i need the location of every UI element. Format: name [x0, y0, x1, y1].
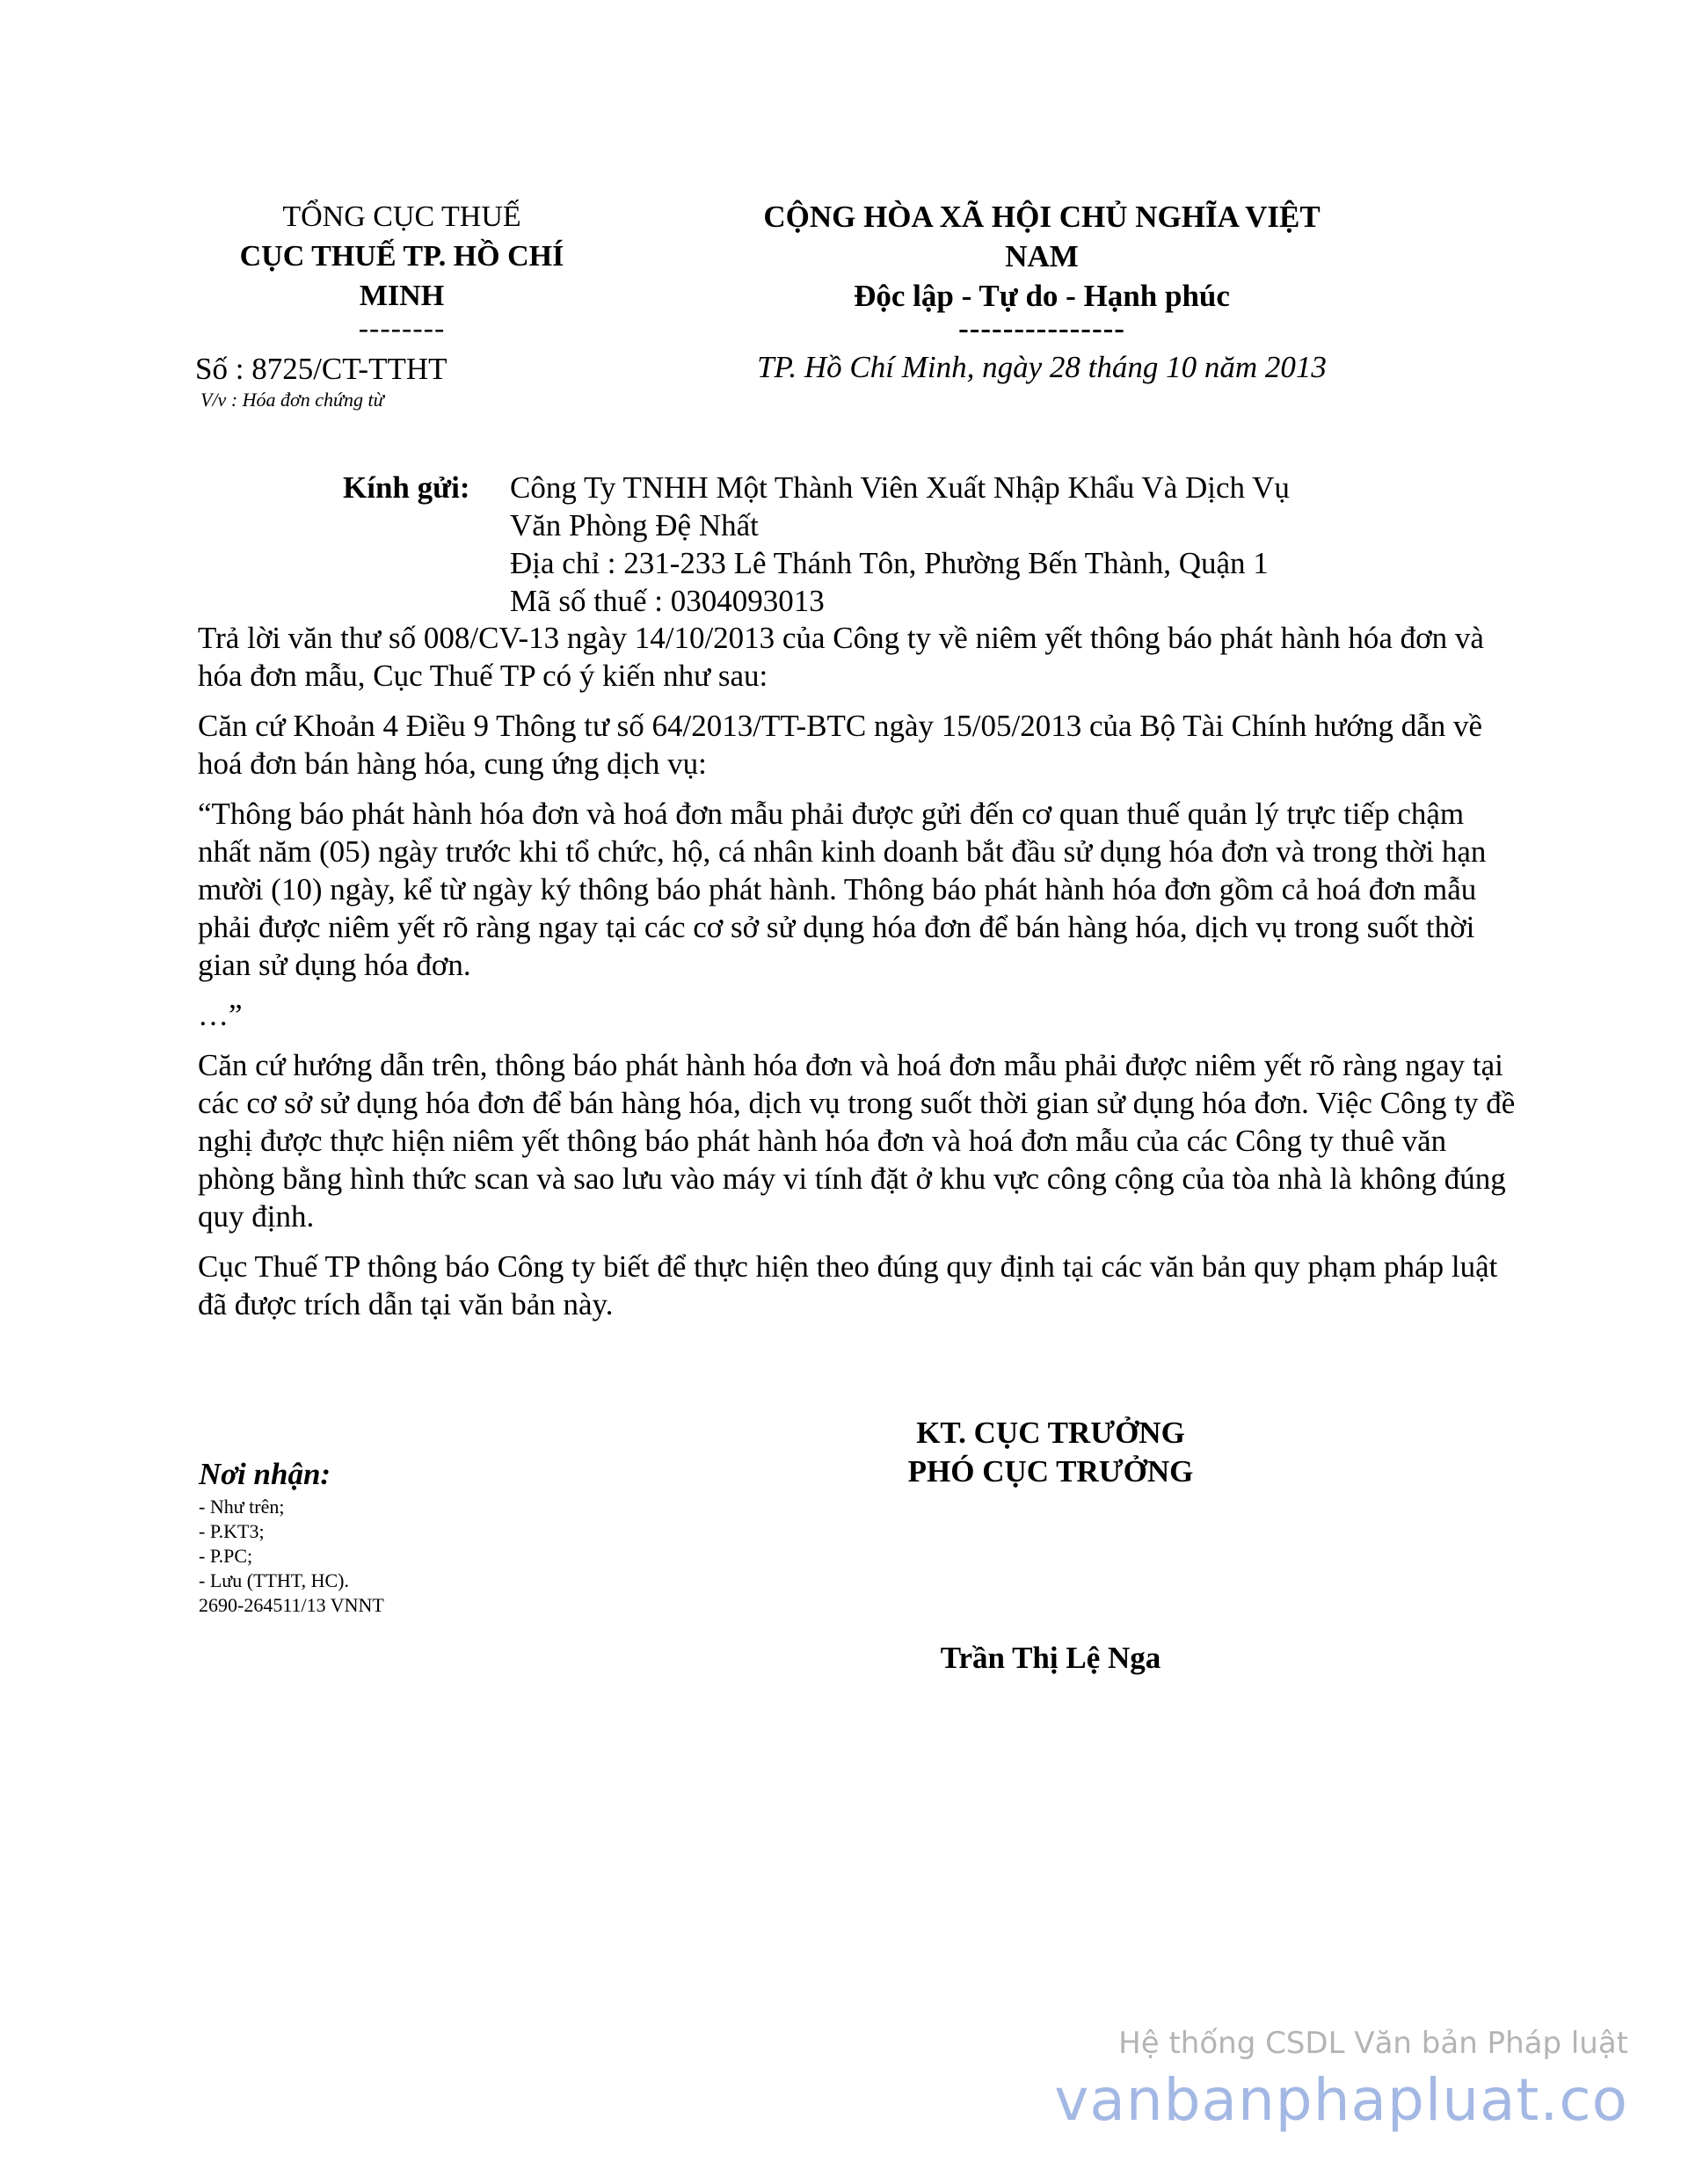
recipient-name-line2: Văn Phòng Đệ Nhất: [510, 508, 759, 542]
list-item: - P.PC;: [199, 1545, 253, 1567]
signer-name: Trần Thị Lệ Nga: [940, 1641, 1161, 1675]
nation-line1: CỘNG HÒA XÃ HỘI CHỦ NGHĨA VIỆT: [763, 200, 1321, 234]
recipients-list-title: Nơi nhận:: [199, 1457, 331, 1491]
body-paragraph: Căn cứ Khoản 4 Điều 9 Thông tư số 64/2013/TT-BTC ngày 15/05/2013 của Bộ Tài Chính hướng dẫn về hoá đơn bán hàng hóa, cung ứng dịch vụ:: [198, 709, 1483, 781]
watermark: [1054, 2026, 1628, 2134]
recipient-name-line1: Công Ty TNHH Một Thành Viên Xuất Nhập Khẩu Và Dịch Vụ: [510, 470, 1290, 505]
motto-divider: ---------------: [958, 311, 1125, 346]
quoted-paragraph: “Thông báo phát hành hóa đơn và hoá đơn mẫu phải được gửi đến cơ quan thuế quản lý trực tiếp chậm nhất năm (05) ngày trước khi tổ chức, hộ, cá nhân kinh doanh bắt đầu sử dụng hóa đơn và trong thời hạn mười (10) ngày, kể từ ngày ký thông báo phát hành. Thông báo phát hành hóa đơn gồm cả hoá đơn mẫu phải được niêm yết rõ ràng ngay tại các cơ sở sử dụng hóa đơn để bán hàng hóa, dịch vụ trong suốt thời gian sử dụng hóa đơn.: [198, 797, 1487, 982]
body-paragraph: Căn cứ hướng dẫn trên, thông báo phát hành hóa đơn và hoá đơn mẫu phải được niêm yết rõ ràng ngay tại các cơ sở sử dụng hóa đơn để bán hàng hóa, dịch vụ trong suốt thời gian sử dụng hóa đơn. Việc Công ty đề nghị được thực hiện niêm yết thông báo phát hành hóa đơn và hoá đơn mẫu của các Công ty thuê văn phòng bằng hình thức scan và sao lưu vào máy vi tính đặt ở khu vực công cộng của tòa nhà là không đúng quy định.: [198, 1048, 1516, 1234]
signature-title-block: [844, 1414, 1257, 1491]
list-item: - Như trên;: [199, 1496, 285, 1518]
motto: Độc lập - Tự do - Hạnh phúc: [854, 279, 1230, 313]
recipient-label: Kính gửi:: [343, 470, 470, 505]
quote-ellipsis: …”: [198, 998, 243, 1032]
recipient-address: Địa chỉ : 231-233 Lê Thánh Tôn, Phường Bến Thành, Quận 1: [510, 546, 1269, 580]
issuing-agency-block: [195, 197, 608, 345]
parent-agency: TỔNG CỤC THUẾ: [282, 200, 521, 233]
recipient-block: [510, 469, 1290, 620]
document-subject: V/v : Hóa đơn chứng từ: [200, 389, 384, 411]
agency-name-line2: MINH: [359, 280, 445, 312]
list-item: - Lưu (TTHT, HC).: [199, 1569, 349, 1591]
national-header-block: [703, 197, 1380, 346]
agency-name-line1: CỤC THUẾ TP. HỒ CHÍ: [239, 240, 564, 273]
signature-title1: KT. CỤC TRƯỞNG: [916, 1416, 1185, 1450]
reference-code: 2690-264511/13 VNNT: [199, 1594, 384, 1616]
watermark-line1: Hệ thống CSDL Văn bản Pháp luật: [1118, 2026, 1628, 2061]
list-item: - P.KT3;: [199, 1520, 265, 1542]
recipient-tax-code: Mã số thuế : 0304093013: [510, 584, 825, 618]
document-body: [198, 619, 1517, 1336]
body-paragraph: Trả lời văn thư số 008/CV-13 ngày 14/10/2013 của Công ty về niêm yết thông báo phát hành hóa đơn và hóa đơn mẫu, Cục Thuế TP có ý kiến như sau:: [198, 621, 1484, 693]
body-paragraph: Cục Thuế TP thông báo Công ty biết để thực hiện theo đúng quy định tại các văn bản quy phạm pháp luật đã được trích dẫn tại văn bản này.: [198, 1249, 1498, 1321]
document-date: TP. Hồ Chí Minh, ngày 28 tháng 10 năm 2013: [757, 350, 1327, 384]
recipients-list: [199, 1495, 384, 1618]
document-number: Số : 8725/CT-TTHT: [195, 352, 447, 386]
signature-title2: PHÓ CỤC TRƯỞNG: [907, 1454, 1194, 1489]
nation-line2: NAM: [1005, 239, 1079, 273]
watermark-site: vanbanphapluat.co: [1054, 2066, 1628, 2134]
agency-divider: --------: [358, 312, 446, 345]
